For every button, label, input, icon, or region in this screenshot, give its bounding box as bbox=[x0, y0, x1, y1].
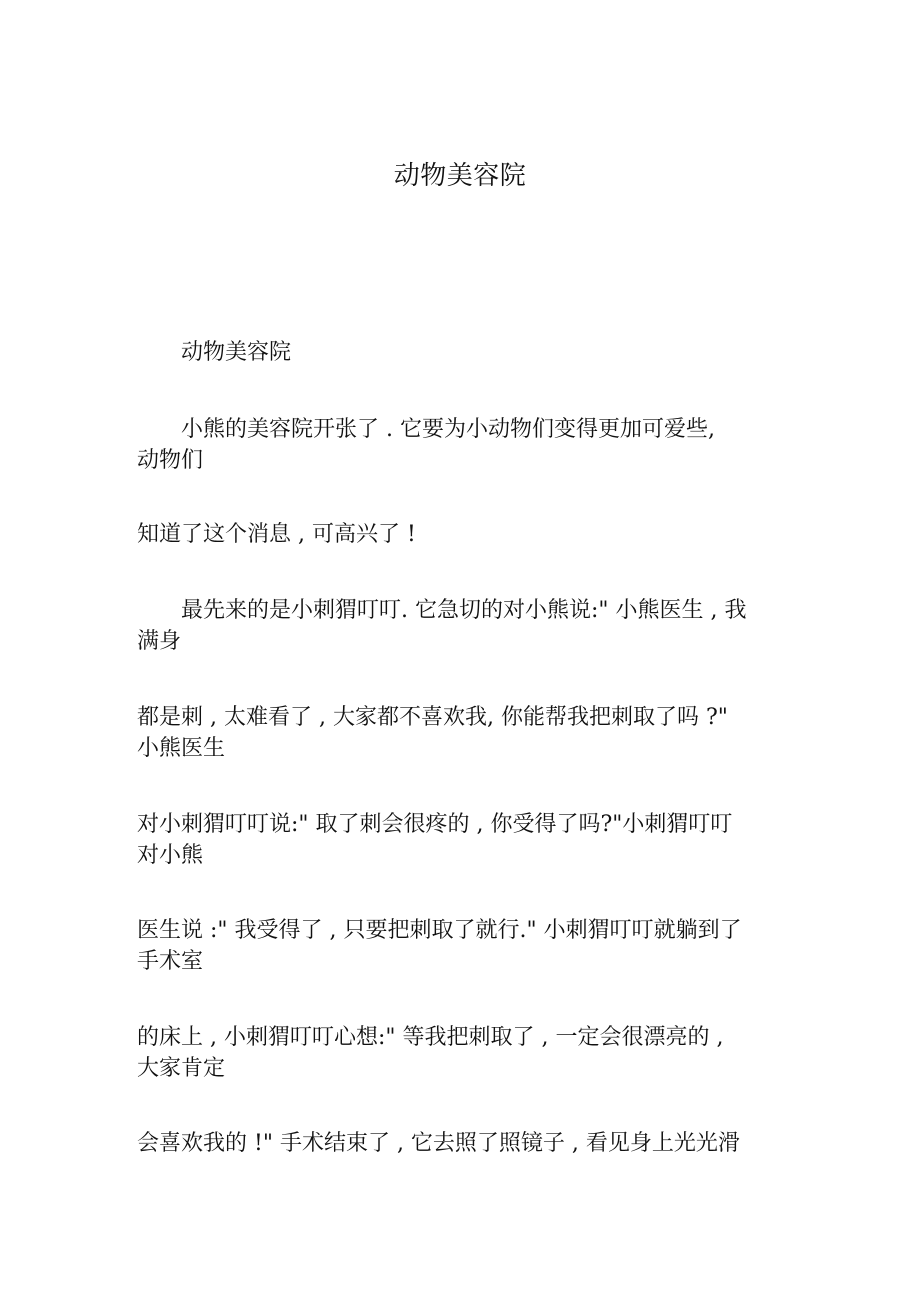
paragraph-line: 大家肯定 bbox=[137, 1056, 226, 1081]
paragraph-line: 会喜欢我的 !" 手术结束了 , 它去照了照镜子 , 看见身上光光滑 bbox=[137, 1131, 740, 1156]
paragraph-line: 小熊的美容院开张了 . 它要为小动物们变得更加可爱些, bbox=[181, 417, 715, 442]
paragraph-line: 知道了这个消息 , 可高兴了 ! bbox=[137, 522, 416, 547]
paragraph-line: 手术室 bbox=[137, 949, 204, 974]
paragraph-line: 最先来的是小刺猬叮叮. 它急切的对小熊说:" 小熊医生 , 我 bbox=[181, 598, 747, 623]
paragraph-line: 医生说 :" 我受得了 , 只要把刺取了就行." 小刺猬叮叮就躺到了 bbox=[137, 918, 742, 943]
section-heading: 动物美容院 bbox=[181, 340, 292, 365]
paragraph-line: 对小刺猬叮叮说:" 取了刺会很疼的 , 你受得了吗?"小刺猬叮叮 bbox=[137, 812, 733, 837]
paragraph-line: 都是刺 , 太难看了 , 大家都不喜欢我, 你能帮我把刺取了吗 ?" bbox=[137, 705, 728, 730]
paragraph-line: 对小熊 bbox=[137, 843, 204, 868]
document-title: 动物美容院 bbox=[393, 161, 527, 191]
paragraph-line: 的床上 , 小刺猬叮叮心想:" 等我把刺取了 , 一定会很漂亮的 , bbox=[137, 1025, 724, 1050]
paragraph-line: 小熊医生 bbox=[137, 736, 226, 761]
paragraph-line: 满身 bbox=[137, 629, 182, 654]
paragraph-line: 动物们 bbox=[137, 448, 204, 473]
